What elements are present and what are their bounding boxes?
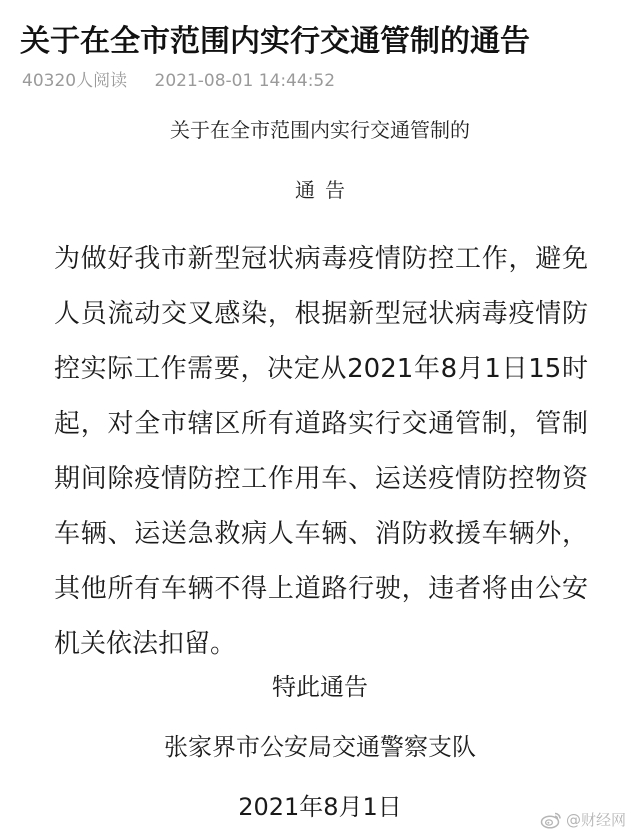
notice-heading: 关于在全市范围内实行交通管制的	[170, 118, 470, 142]
notice-closing: 特此通告	[272, 673, 368, 701]
notice-body: 为做好我市新型冠状病毒疫情防控工作，避免人员流动交叉感染，根据新型冠状病毒疫情防控实际工作需要，决定从2021年8月1日15时起，对全市辖区所有道路实行交通管制，管制期间除疫情防控工作用车、运送疫情防控物资车辆、运送急救病人车辆、消防救援车辆外，其他所有车辆不得上道路行驶，违者将由公安机关依法扣留。	[54, 244, 588, 659]
page-title: 关于在全市范围内实行交通管制的通告	[20, 24, 530, 59]
weibo-icon	[540, 811, 562, 829]
watermark-text: @财经网	[565, 811, 626, 829]
article-meta	[22, 70, 335, 92]
notice-issuer: 张家界市公安局交通警察支队	[164, 733, 476, 761]
notice-title: 通告	[295, 178, 355, 202]
watermark	[540, 810, 626, 830]
notice-date: 2021年8月1日	[238, 793, 402, 821]
view-count: 40320人阅读	[22, 71, 128, 91]
publish-datetime: 2021-08-01 14:44:52	[154, 71, 336, 91]
